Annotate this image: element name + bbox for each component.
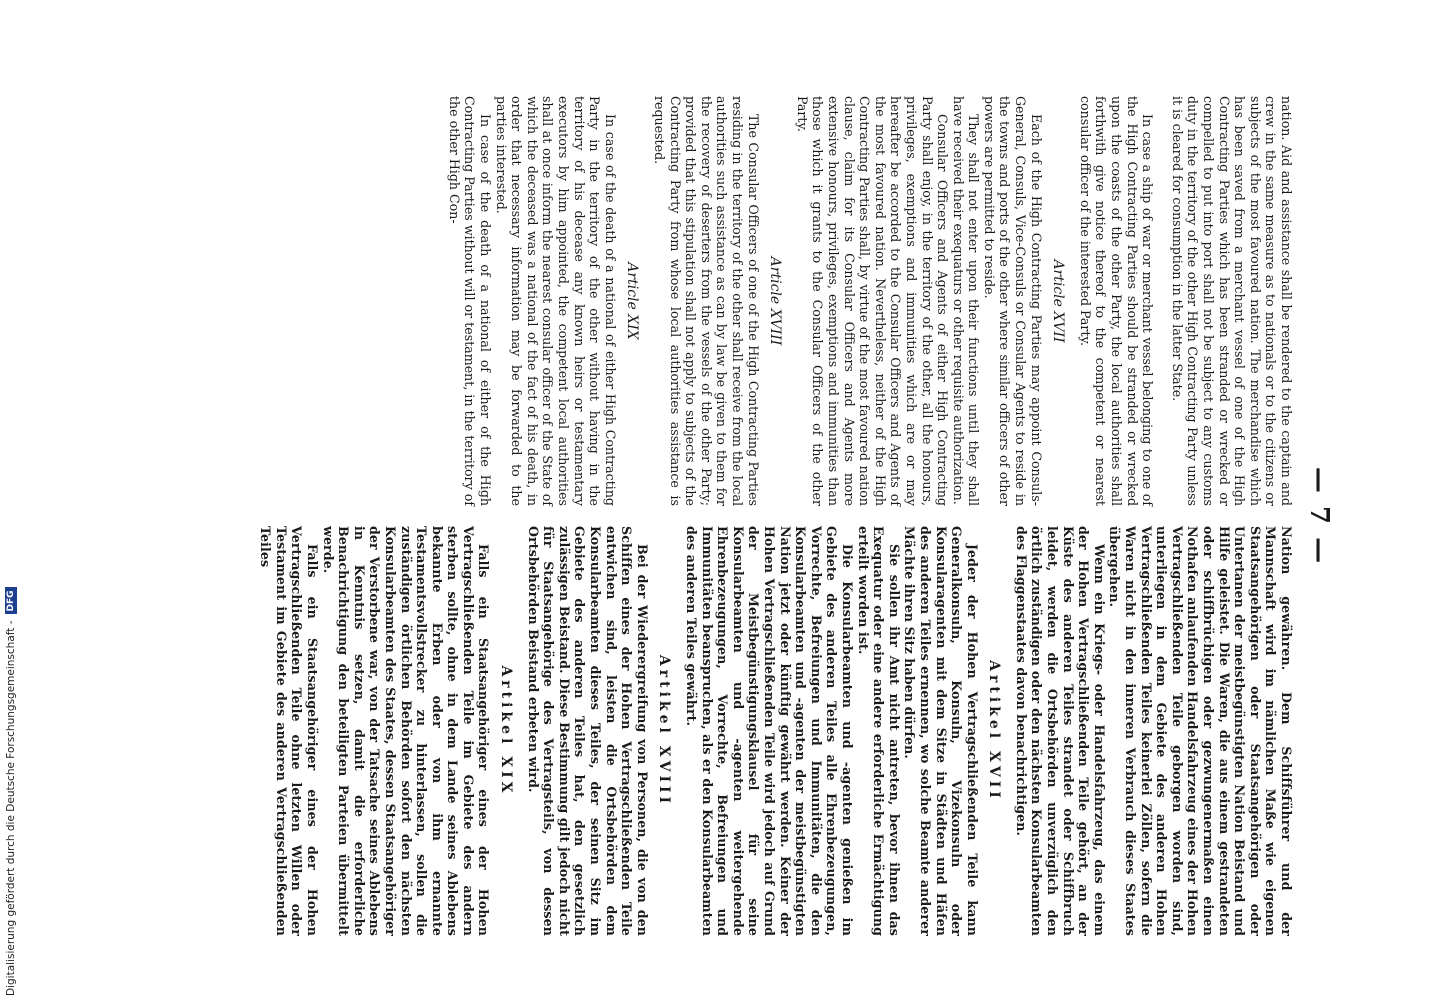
german-stranding-paragraph: Wenn ein Kriegs- oder Handelsfahrzeug, das einem der Hohen Vertragschließenden Teile gehört, an der Küste des anderen Teiles strandet oder Schiffbruch leidet, werden die Ortsbehörden unverzüglich den örtlich zuständigen oder den nächsten Konsularbeamten des Flaggenstaates davon benachrichtigen.	[1013, 526, 1107, 936]
english-article-17-p2: They shall not enter upon their functions until they shall have received their exequaturs or other requisite authorization.	[950, 96, 982, 506]
english-article-19-p2: In case of the death of a national of either of the High Contracting Parties without will or testament, in the territory of the other High Con-	[446, 96, 494, 506]
german-article-17-heading: Artikel XVII	[986, 660, 1003, 802]
document-page	[258, 96, 1334, 936]
english-column	[446, 96, 1294, 506]
english-article-19-p1: In case of the death of a national of either High Contracting Party in the territory of the other without having in the territory of his decease any known heirs or testamentary executors by him appointed, the competent local authorities shall at once inform the nearest consular officer of the State of which the deceased was a national of the fact of his death, in order that necessary information may be forwarded to the parties interested.	[493, 96, 618, 506]
digitization-credit-text: Digitalisierung gefördert durch die Deutsche Forschungsgemeinschaft -	[5, 620, 17, 996]
dfg-logo-icon: DFG	[5, 587, 17, 614]
german-intro-paragraph: Nation gewähren. Dem Schiffsführer und der Mannschaft wird im nämlichen Maße wie eigenen Staatsangehörigen oder Staatsangehörigen oder Untertanen der meistbegünstigten Nation Beistand und Hilfe geleistet. Die Waren, die aus einem gestrandeten oder schiffbrüchigen oder gezwungenermaßen einen Nothafen anlaufenden Handelsfahrzeug eines der Hohen Vertragschließenden Teile geborgen worden sind, unterliegen in dem Gebiete des anderen Hohen Vertragschließenden Teiles keinerlei Zöllen, sofern die Waren nicht in den inneren Verbrauch dieses Staates übergehen.	[1107, 526, 1294, 936]
english-article-19-heading: Article XIX	[624, 262, 641, 340]
german-article-19-p1: Falls ein Staatsangehöriger eines der Hohen Vertragschließenden Teile im Gebiete des andern sterben sollte, ohne in dem Lande seines Ablebens bekannte Erben oder von ihm ernannte Testamentsvollstrecker zu hinterlassen, sollen die zuständigen örtlichen Behörden sofort den nächsten Konsularbeamten des Staates, dessen Staatsangehöriger der Verstorbene war, von der Tatsache seines Ablebens in Kenntnis setzen, damit die erforderliche Benachrichtigung den beteiligten Parteien übermittelt werde.	[320, 526, 492, 936]
digitization-credit	[2, 587, 20, 996]
german-article-18-heading: Artikel XVIII	[656, 654, 673, 808]
english-article-17-p3: Consular Officers and Agents of either High Contracting Party shall enjoy, in the territory of the other, all the honours, privileges, exemptions and immunities which are or may hereafter be accorded to the Consular Officers and Agents of the most favoured nation. Nevertheless, neither of the High Contracting Parties shall, by virtue of the most favoured nation clause, claim for its Consular Officers and Agents more extensive honours, privileges, exemptions and immunities than those which it grants to the Consular Officers of the other Party.	[794, 96, 951, 506]
german-article-19-p2: Falls ein Staatsangehöriger eines der Hohen Vertragschließenden Teile ohne letzten Willen oder Testament im Gebiete des anderen Vertragschließenden Teiles	[258, 526, 320, 936]
english-article-17-heading: Article XVII	[1050, 259, 1067, 343]
german-article-17-p2: Sie sollen ihr Amt nicht antreten, bevor ihnen das Exequatur oder eine andere erforderliche Ermächtigung erteilt worden ist.	[855, 526, 902, 936]
english-article-18-p1: The Consular Officers of one of the High Contracting Parties residing in the territory of the other shall receive from the local authorities such assistance as can by law be given to them for the recovery of deserters from the vessels of the other Party; provided that this stipulation shall not apply to subjects of the Contracting Party from whose local authorities assistance is requested.	[652, 96, 761, 506]
english-stranding-paragraph: In case a ship of war or merchant vessel belonging to one of the High Contracting Parties should be stranded or wrecked upon the coasts of the other Party, the local authorities shall forthwith give notice thereof to the competent or nearest consular officer of the interested Party.	[1077, 96, 1156, 506]
english-intro-paragraph: nation. Aid and assistance shall be rendered to the captain and crew in the same measure as to nationals or to the citizens or subjects of the most favoured nation. The merchandise which has been saved from a merchant vessel of one of the High Contracting Parties which has been stranded or wrecked or compelled to put into port shall not be subject to any customs duty in the territory of the other High Contracting Party unless it is cleared for consumption in the latter State.	[1169, 96, 1294, 506]
german-column	[258, 526, 1294, 936]
german-article-17-p3: Die Konsularbeamten und -agenten genießen im Gebiete des anderen Teiles alle Ehrenbezeugungen, Vorrechte, Befreiungen und Immunitäten, die den Konsularbeamten und -agenten der meistbegünstigten Nation jetzt oder künftig gewährt werden. Keiner der Hohen Vertragschließenden Teile wird jedoch auf Grund der Meistbegünstigungsklausel für seine Konsularbeamten und -agenten weitergehende Ehrenbezeugungen, Vorrechte, Befreiungen und Immunitäten beanspruchen, als er den Konsularbeamten des anderen Teiles gewährt.	[684, 526, 855, 936]
english-article-18-heading: Article XVIII	[767, 256, 784, 346]
german-article-18-p1: Bei der Wiederergreifung von Personen, die von den Schiffen eines der Hohen Vertragschließenden Teile entwichen sind, leisten die Ortsbehörden dem Konsularbeamten dieses Teiles, der seinen Sitz im Gebiete des anderen Teiles hat, den gesetzlich zulässigen Beistand. Diese Bestimmung gilt jedoch nicht für Staatsangehörige des Vertragsteils, von dessen Ortsbehörden Beistand erbeten wird.	[525, 526, 650, 936]
german-article-19-heading: Artikel XIX	[498, 665, 515, 797]
english-article-17-p1: Each of the High Contracting Parties may appoint Consuls-General, Consuls, Vice-Consuls or Consular Agents to reside in the towns and ports of the other where similar officers of other powers are permitted to reside.	[981, 96, 1044, 506]
page-number: — 7 —	[1304, 466, 1334, 566]
german-article-17-p1: Jeder der Hohen Vertragschließenden Teile kann Generalkonsuln, Konsuln, Vizekonsuln oder Konsularagenten mit dem Sitze in Städten und Häfen des anderen Teiles ernennen, wo solche Beamte anderer Mächte ihren Sitz haben dürfen.	[902, 526, 980, 936]
